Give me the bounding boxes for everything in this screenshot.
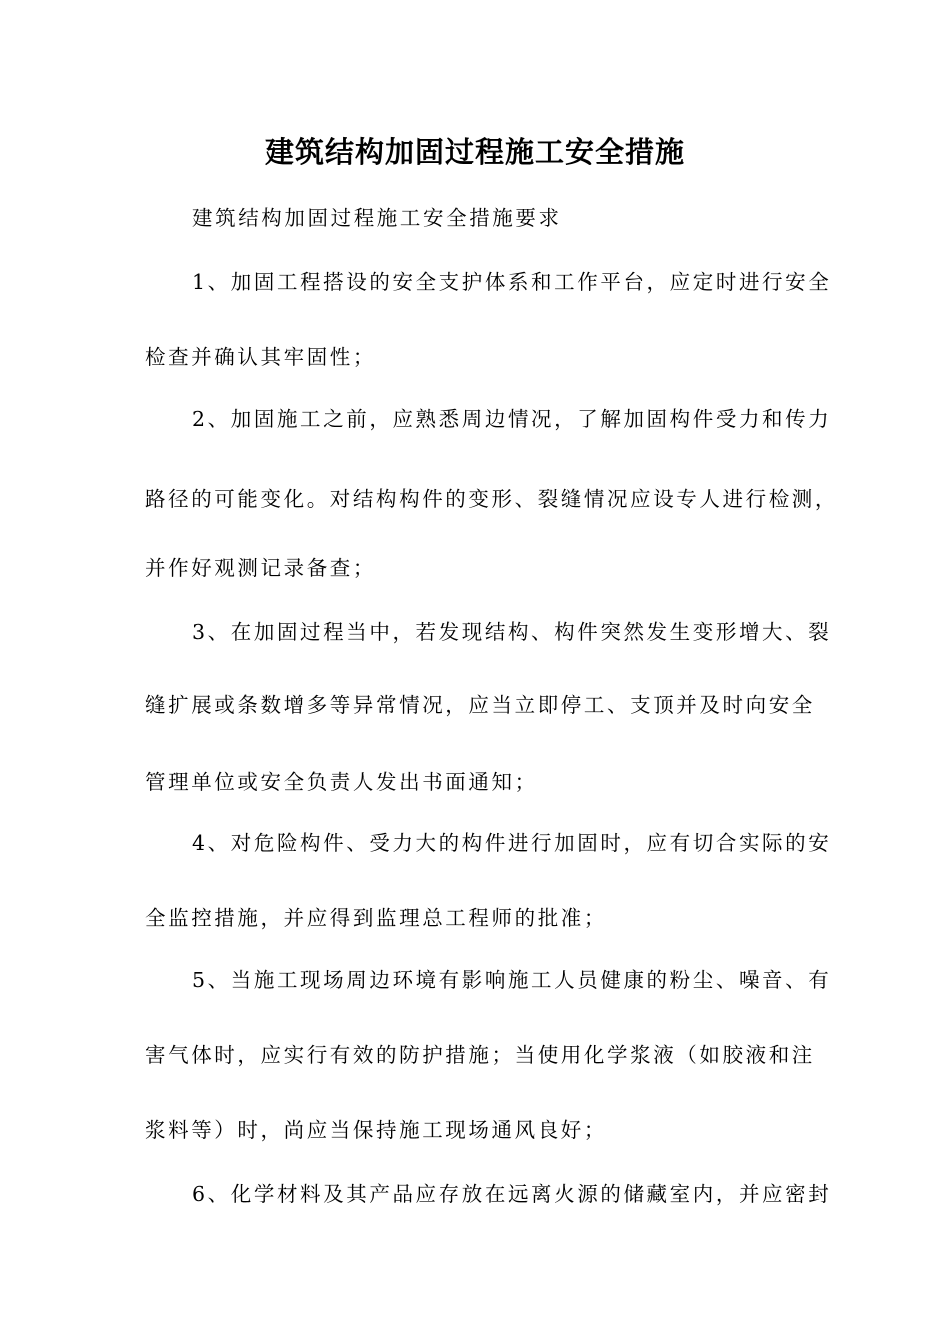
paragraph-5-line-1: 5、当施工现场周边环境有影响施工人员健康的粉尘、噪音、有 — [192, 968, 832, 992]
paragraph-3-line-3: 管理单位或安全负责人发出书面通知； — [145, 770, 538, 794]
paragraph-1-line-2: 检查并确认其牢固性； — [145, 345, 376, 369]
paragraph-5-line-2: 害气体时，应实行有效的防护措施；当使用化学浆液（如胶液和注 — [145, 1043, 815, 1067]
paragraph-5-line-3: 浆料等）时，尚应当保持施工现场通风良好； — [145, 1118, 607, 1142]
paragraph-3-line-1: 3、在加固过程当中，若发现结构、构件突然发生变形增大、裂 — [192, 620, 832, 644]
paragraph-2-line-1: 2、加固施工之前，应熟悉周边情况，了解加固构件受力和传力 — [192, 407, 832, 431]
paragraph-1-line-1: 1、加固工程搭设的安全支护体系和工作平台，应定时进行安全 — [192, 270, 832, 294]
paragraph-3-line-2: 缝扩展或条数增多等异常情况，应当立即停工、支顶并及时向安全 — [145, 693, 815, 717]
paragraph-2-line-3: 并作好观测记录备查； — [145, 556, 376, 580]
document-title: 建筑结构加固过程施工安全措施 — [264, 135, 685, 169]
section-heading: 建筑结构加固过程施工安全措施要求 — [192, 206, 562, 230]
paragraph-4-line-1: 4、对危险构件、受力大的构件进行加固时，应有切合实际的安 — [192, 831, 832, 855]
paragraph-4-line-2: 全监控措施，并应得到监理总工程师的批准； — [145, 906, 607, 930]
paragraph-6-line-1: 6、化学材料及其产品应存放在远离火源的储藏室内，并应密封 — [192, 1182, 832, 1206]
paragraph-2-line-2: 路径的可能变化。对结构构件的变形、裂缝情况应设专人进行检测， — [145, 487, 838, 511]
